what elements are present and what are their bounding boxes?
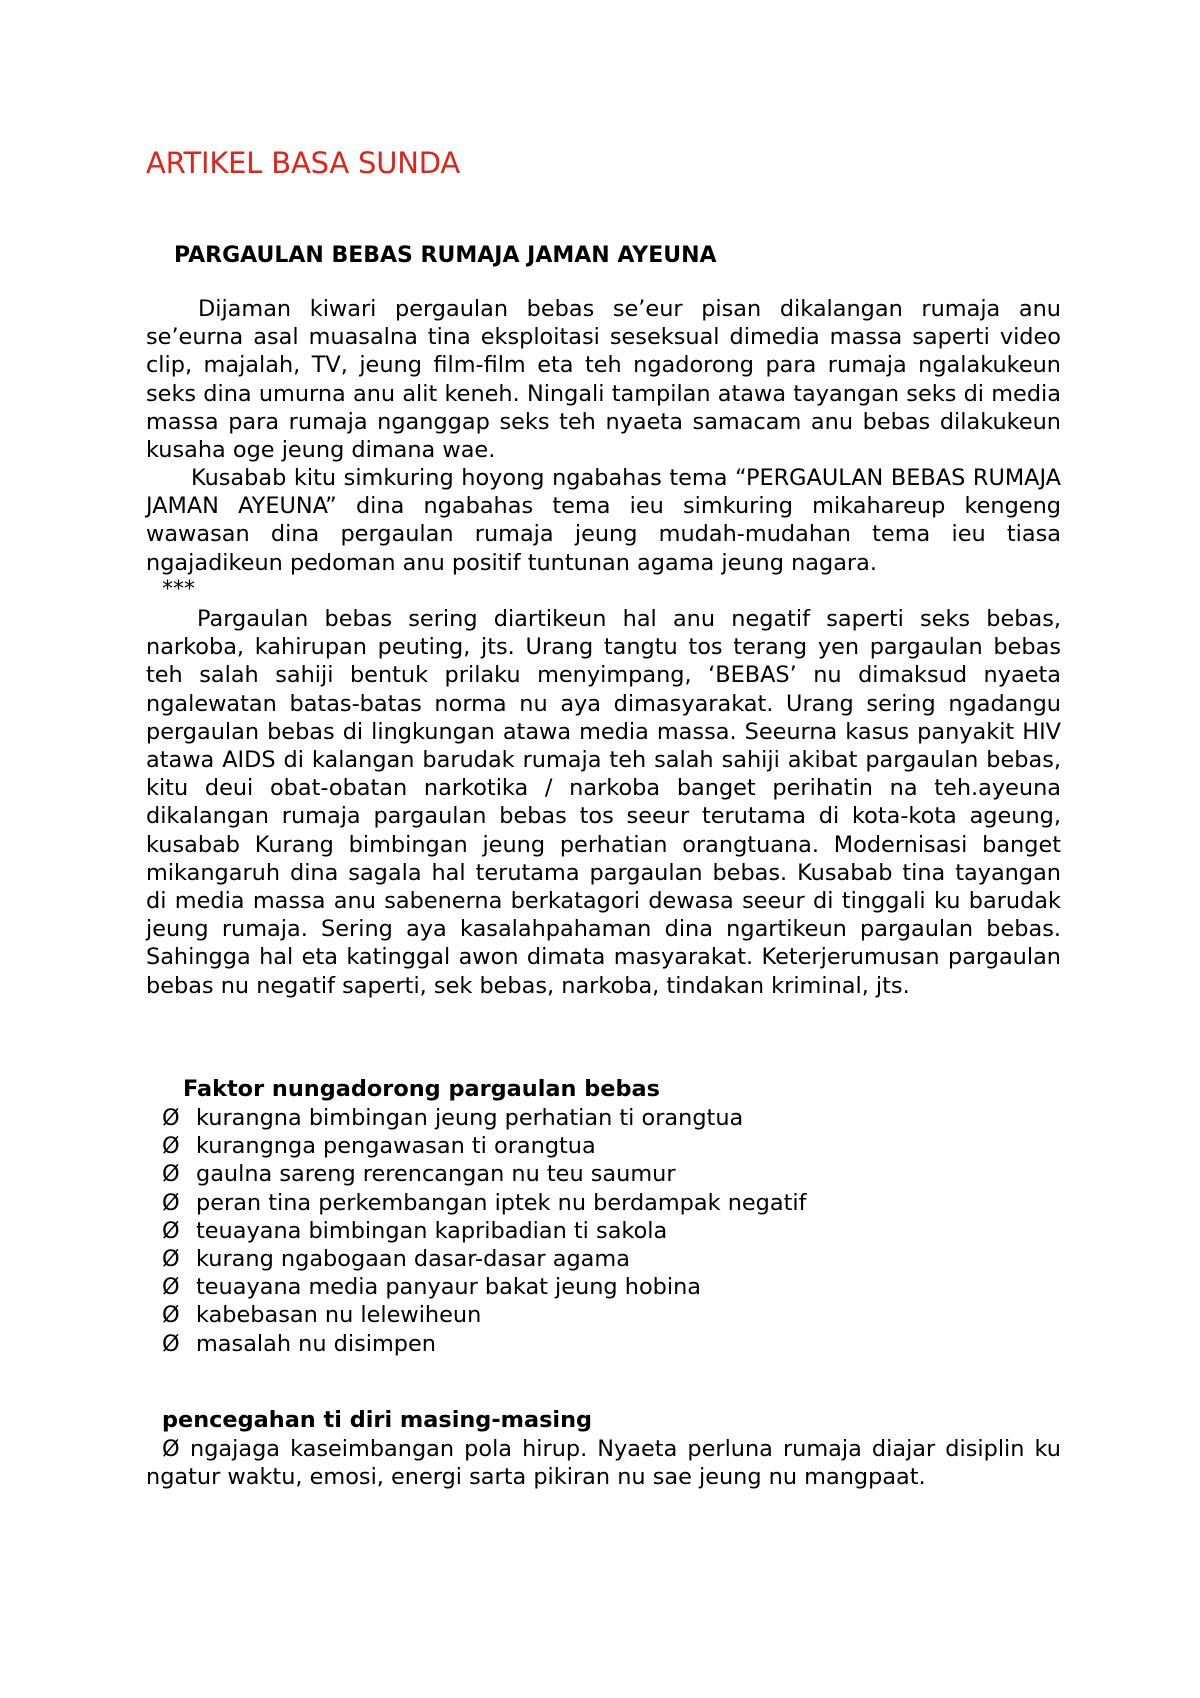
list-item-text: peran tina perkembangan iptek nu berdampak negatif [196,1189,807,1216]
bullet-icon: Ø [162,1161,180,1188]
bullet-icon: Ø [162,1274,180,1301]
list-item-text: kurangnga pengawasan ti orangtua [196,1133,596,1160]
bullet-icon: Ø [162,1217,180,1244]
prevention-paragraph [146,1435,1061,1491]
section-separator: *** [162,577,195,602]
list-item [162,1132,806,1160]
list-item-text: kurang ngabogaan dasar-dasar agama [196,1246,630,1273]
bullet-icon: Ø [162,1302,180,1329]
list-item [162,1217,806,1245]
bullet-icon: Ø [162,1330,180,1357]
list-item [162,1189,806,1217]
list-item-text: gaulna sareng rerencangan nu teu saumur [196,1161,676,1188]
list-item-text: kabebasan nu lelewiheun [196,1302,482,1329]
list-item [162,1245,806,1273]
bullet-icon: Ø [162,1436,180,1462]
factors-heading: Faktor nungadorong pargaulan bebas [183,1076,660,1102]
list-item [162,1104,806,1132]
list-item [162,1160,806,1188]
list-item-text: teuayana media panyaur bakat jeung hobina [196,1274,702,1301]
bullet-icon: Ø [162,1133,180,1160]
paragraph-theme: Kusabab kitu simkuring hoyong ngabahas tema “PERGAULAN BEBAS RUMAJA JAMAN AYEUNA” dina ngabahas tema ieu simkuring mikahareup kengeng wawasan dina pergaulan rumaja jeung mudah-mudahan tema ieu tiasa ngajadikeun pedoman anu positif tuntunan agama jeung nagara. [146,465,1061,576]
paragraph-intro: Dijaman kiwari pergaulan bebas se’eur pisan dikalangan rumaja anu se’eurna asal muasalna tina eksploitasi seseksual dimedia massa saperti video clip, majalah, TV, jeung film-film eta teh ngadorong para rumaja ngalakukeun seks dina umurna anu alit keneh. Ningali tampilan atawa tayangan seks di media massa para rumaja nganggap seks teh nyaeta samacam anu bebas dilakukeun kusaha oge jeung dimana wae. [146,296,1061,464]
paragraph-main: Pargaulan bebas sering diartikeun hal anu negatif saperti seks bebas, narkoba, kahirupan peuting, jts. Urang tangtu tos terang yen pargaulan bebas teh salah sahiji bentuk prilaku menyimpang, ‘BEBAS’ nu dimaksud nyaeta ngalewatan batas-batas norma nu aya dimasyarakat. Urang sering ngadangu pergaulan bebas di lingkungan atawa media massa. Seeurna kasus panyakit HIV atawa AIDS di kalangan barudak rumaja teh salah sahiji akibat pargaulan bebas, kitu deui obat-obatan narkotika / narkoba banget perihatin na teh.ayeuna dikalangan rumaja pargaulan bebas tos seeur terutama di kota-kota ageung, kusabab Kurang bimbingan jeung perhatian orangtuana. Modernisasi banget mikangaruh dina sagala hal terutama pargaulan bebas. Kusabab tina tayangan di media massa anu sabenerna berkatagori dewasa seeur di tinggali ku barudak jeung rumaja. Sering aya kasalahpahaman dina ngartikeun pargaulan bebas. Sahingga hal eta katinggal awon dimata masyarakat. Keterjerumusan pargaulan bebas nu negatif saperti, sek bebas, narkoba, tindakan kriminal, jts. [146,606,1061,999]
list-item [162,1330,806,1358]
bullet-icon: Ø [162,1189,180,1216]
document-title: ARTIKEL BASA SUNDA [146,146,460,180]
bullet-icon: Ø [162,1105,180,1131]
factors-list [162,1104,806,1358]
bullet-icon: Ø [162,1246,180,1273]
prevention-heading: pencegahan ti diri masing-masing [162,1407,593,1433]
article-heading: PARGAULAN BEBAS RUMAJA JAMAN AYEUNA [174,243,717,268]
prevention-text: ngajaga kaseimbangan pola hirup. Nyaeta perluna rumaja diajar disiplin ku ngatur waktu, emosi, energi sarta pikiran nu sae jeung nu mangpaat. [146,1436,1061,1491]
list-item [162,1301,806,1329]
list-item-text: teuayana bimbingan kapribadian ti sakola [196,1217,668,1244]
list-item [162,1273,806,1301]
list-item-text: kurangna bimbingan jeung perhatian ti orangtua [196,1105,744,1131]
list-item-text: masalah nu disimpen [196,1330,436,1357]
